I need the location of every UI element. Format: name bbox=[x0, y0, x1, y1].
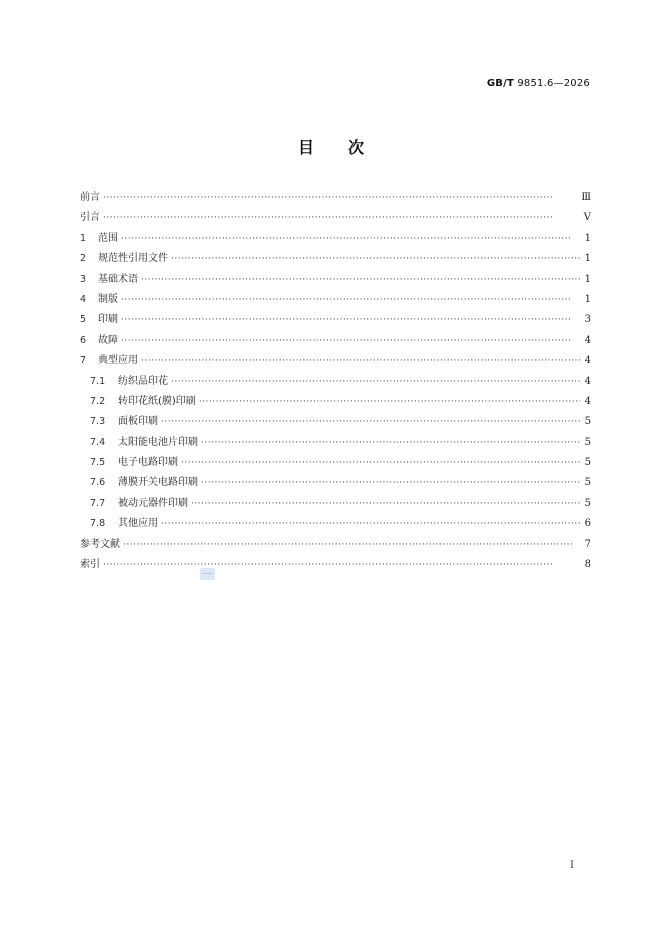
toc-entry-number: 1 bbox=[80, 232, 87, 244]
page-folio: Ⅰ bbox=[570, 860, 574, 871]
toc-leader-dots bbox=[103, 208, 580, 228]
toc-entry-label: 规范性引用文件 bbox=[98, 253, 168, 265]
toc-entry-page: 7 bbox=[584, 538, 591, 550]
toc-entry[interactable] bbox=[80, 372, 591, 392]
toc-entry[interactable] bbox=[80, 229, 591, 249]
toc-entry-number: 2 bbox=[80, 253, 87, 265]
toc-entry-label: 其他应用 bbox=[118, 518, 158, 530]
toc-entry-label: 面板印刷 bbox=[118, 416, 158, 428]
toc-leader-dots bbox=[161, 412, 580, 432]
toc-entry[interactable] bbox=[80, 270, 591, 290]
standard-prefix: GB/T bbox=[486, 78, 514, 89]
toc-leader-dots bbox=[123, 535, 580, 555]
toc-entry-page: 4 bbox=[584, 395, 591, 407]
toc-leader-dots bbox=[121, 229, 580, 249]
toc-leader-dots bbox=[181, 453, 580, 473]
toc-entry-label: 索引 bbox=[80, 559, 100, 571]
toc-entry-number: 7.3 bbox=[90, 416, 106, 428]
standard-code: 9851.6—2026 bbox=[517, 78, 590, 89]
toc-leader-dots bbox=[171, 249, 580, 269]
toc-leader-dots bbox=[191, 494, 580, 514]
toc-entry-number: 7.1 bbox=[90, 375, 106, 387]
toc-entry-label: 前言 bbox=[80, 192, 100, 203]
toc-entry-label: 薄膜开关电路印刷 bbox=[118, 477, 198, 489]
toc-entry-page: 6 bbox=[584, 518, 591, 530]
toc-entry-number: 3 bbox=[80, 273, 87, 285]
toc-entry-page: 1 bbox=[584, 232, 591, 244]
toc-leader-dots bbox=[121, 331, 580, 351]
toc-entry-number: 7.7 bbox=[90, 497, 106, 509]
toc-entry-number: 7.4 bbox=[90, 436, 106, 448]
toc-entry-label: 电子电路印刷 bbox=[118, 457, 178, 469]
toc-leader-dots bbox=[121, 310, 580, 330]
toc-entry-page: Ⅴ bbox=[583, 212, 591, 224]
standard-number bbox=[487, 78, 590, 89]
toc-leader-dots bbox=[141, 351, 580, 371]
toc-entry[interactable] bbox=[80, 473, 591, 493]
toc-entry[interactable] bbox=[80, 249, 591, 269]
toc-entry[interactable] bbox=[80, 188, 591, 208]
toc-entry-label: 纺织品印花 bbox=[118, 375, 168, 387]
toc-entry-page: 4 bbox=[584, 334, 591, 346]
watermark-stamp bbox=[200, 568, 215, 580]
toc-entry-number: 7.5 bbox=[90, 457, 106, 469]
toc-entry[interactable] bbox=[80, 290, 591, 310]
toc-entry-number: 4 bbox=[80, 293, 87, 305]
toc-leader-dots bbox=[103, 188, 578, 208]
toc-leader-dots bbox=[121, 290, 580, 310]
toc-entry-page: 1 bbox=[584, 273, 591, 285]
toc-entry-page: 4 bbox=[584, 375, 591, 387]
toc-entry[interactable] bbox=[80, 351, 591, 371]
toc-entry-label: 制版 bbox=[98, 293, 118, 305]
toc-entry-label: 被动元器件印刷 bbox=[118, 497, 188, 509]
title-char-2: 次 bbox=[348, 138, 365, 157]
toc-entry[interactable] bbox=[80, 514, 591, 534]
toc-leader-dots bbox=[171, 372, 580, 392]
toc-leader-dots bbox=[103, 555, 580, 575]
toc-entry-page: 4 bbox=[584, 355, 591, 367]
toc-leader-dots bbox=[161, 514, 580, 534]
toc-entry-page: 5 bbox=[584, 477, 591, 489]
toc-entry[interactable] bbox=[80, 433, 591, 453]
toc-leader-dots bbox=[201, 473, 580, 493]
toc-entry-label: 典型应用 bbox=[98, 355, 138, 367]
toc-entry-number: 7 bbox=[80, 355, 87, 367]
table-of-contents bbox=[80, 188, 591, 575]
toc-entry-number: 7.8 bbox=[90, 518, 106, 530]
toc-entry-number: 5 bbox=[80, 314, 87, 326]
toc-entry-page: 5 bbox=[584, 457, 591, 469]
toc-entry[interactable] bbox=[80, 494, 591, 514]
toc-entry[interactable] bbox=[80, 310, 591, 330]
toc-entry-label: 参考文献 bbox=[80, 538, 120, 550]
toc-entry-page: 5 bbox=[584, 436, 591, 448]
toc-entry-label: 故障 bbox=[98, 334, 118, 346]
toc-leader-dots bbox=[199, 392, 580, 412]
toc-entry-page: Ⅲ bbox=[581, 192, 591, 203]
toc-entry-number: 6 bbox=[80, 334, 87, 346]
toc-entry-label: 转印花纸(膜)印刷 bbox=[118, 395, 196, 407]
toc-entry-label: 基础术语 bbox=[98, 273, 138, 285]
toc-leader-dots bbox=[141, 270, 580, 290]
title-char-1: 目 bbox=[297, 138, 314, 157]
toc-entry[interactable] bbox=[80, 555, 591, 575]
toc-entry-page: 5 bbox=[584, 416, 591, 428]
toc-entry-label: 太阳能电池片印刷 bbox=[118, 436, 198, 448]
toc-entry[interactable] bbox=[80, 453, 591, 473]
toc-entry[interactable] bbox=[80, 392, 591, 412]
toc-entry[interactable] bbox=[80, 208, 591, 228]
toc-leader-dots bbox=[201, 433, 580, 453]
toc-entry-page: 8 bbox=[584, 559, 591, 571]
toc-entry-number: 7.6 bbox=[90, 477, 106, 489]
toc-entry[interactable] bbox=[80, 535, 591, 555]
toc-entry-number: 7.2 bbox=[90, 395, 106, 407]
toc-entry-page: 3 bbox=[584, 314, 591, 326]
toc-entry-label: 范围 bbox=[98, 232, 118, 244]
toc-entry[interactable] bbox=[80, 412, 591, 432]
toc-entry-page: 1 bbox=[584, 293, 591, 305]
page-title bbox=[0, 135, 662, 158]
toc-entry-page: 1 bbox=[584, 253, 591, 265]
toc-entry-page: 5 bbox=[584, 497, 591, 509]
toc-entry-label: 引言 bbox=[80, 212, 100, 224]
toc-entry-label: 印刷 bbox=[98, 314, 118, 326]
toc-entry[interactable] bbox=[80, 331, 591, 351]
